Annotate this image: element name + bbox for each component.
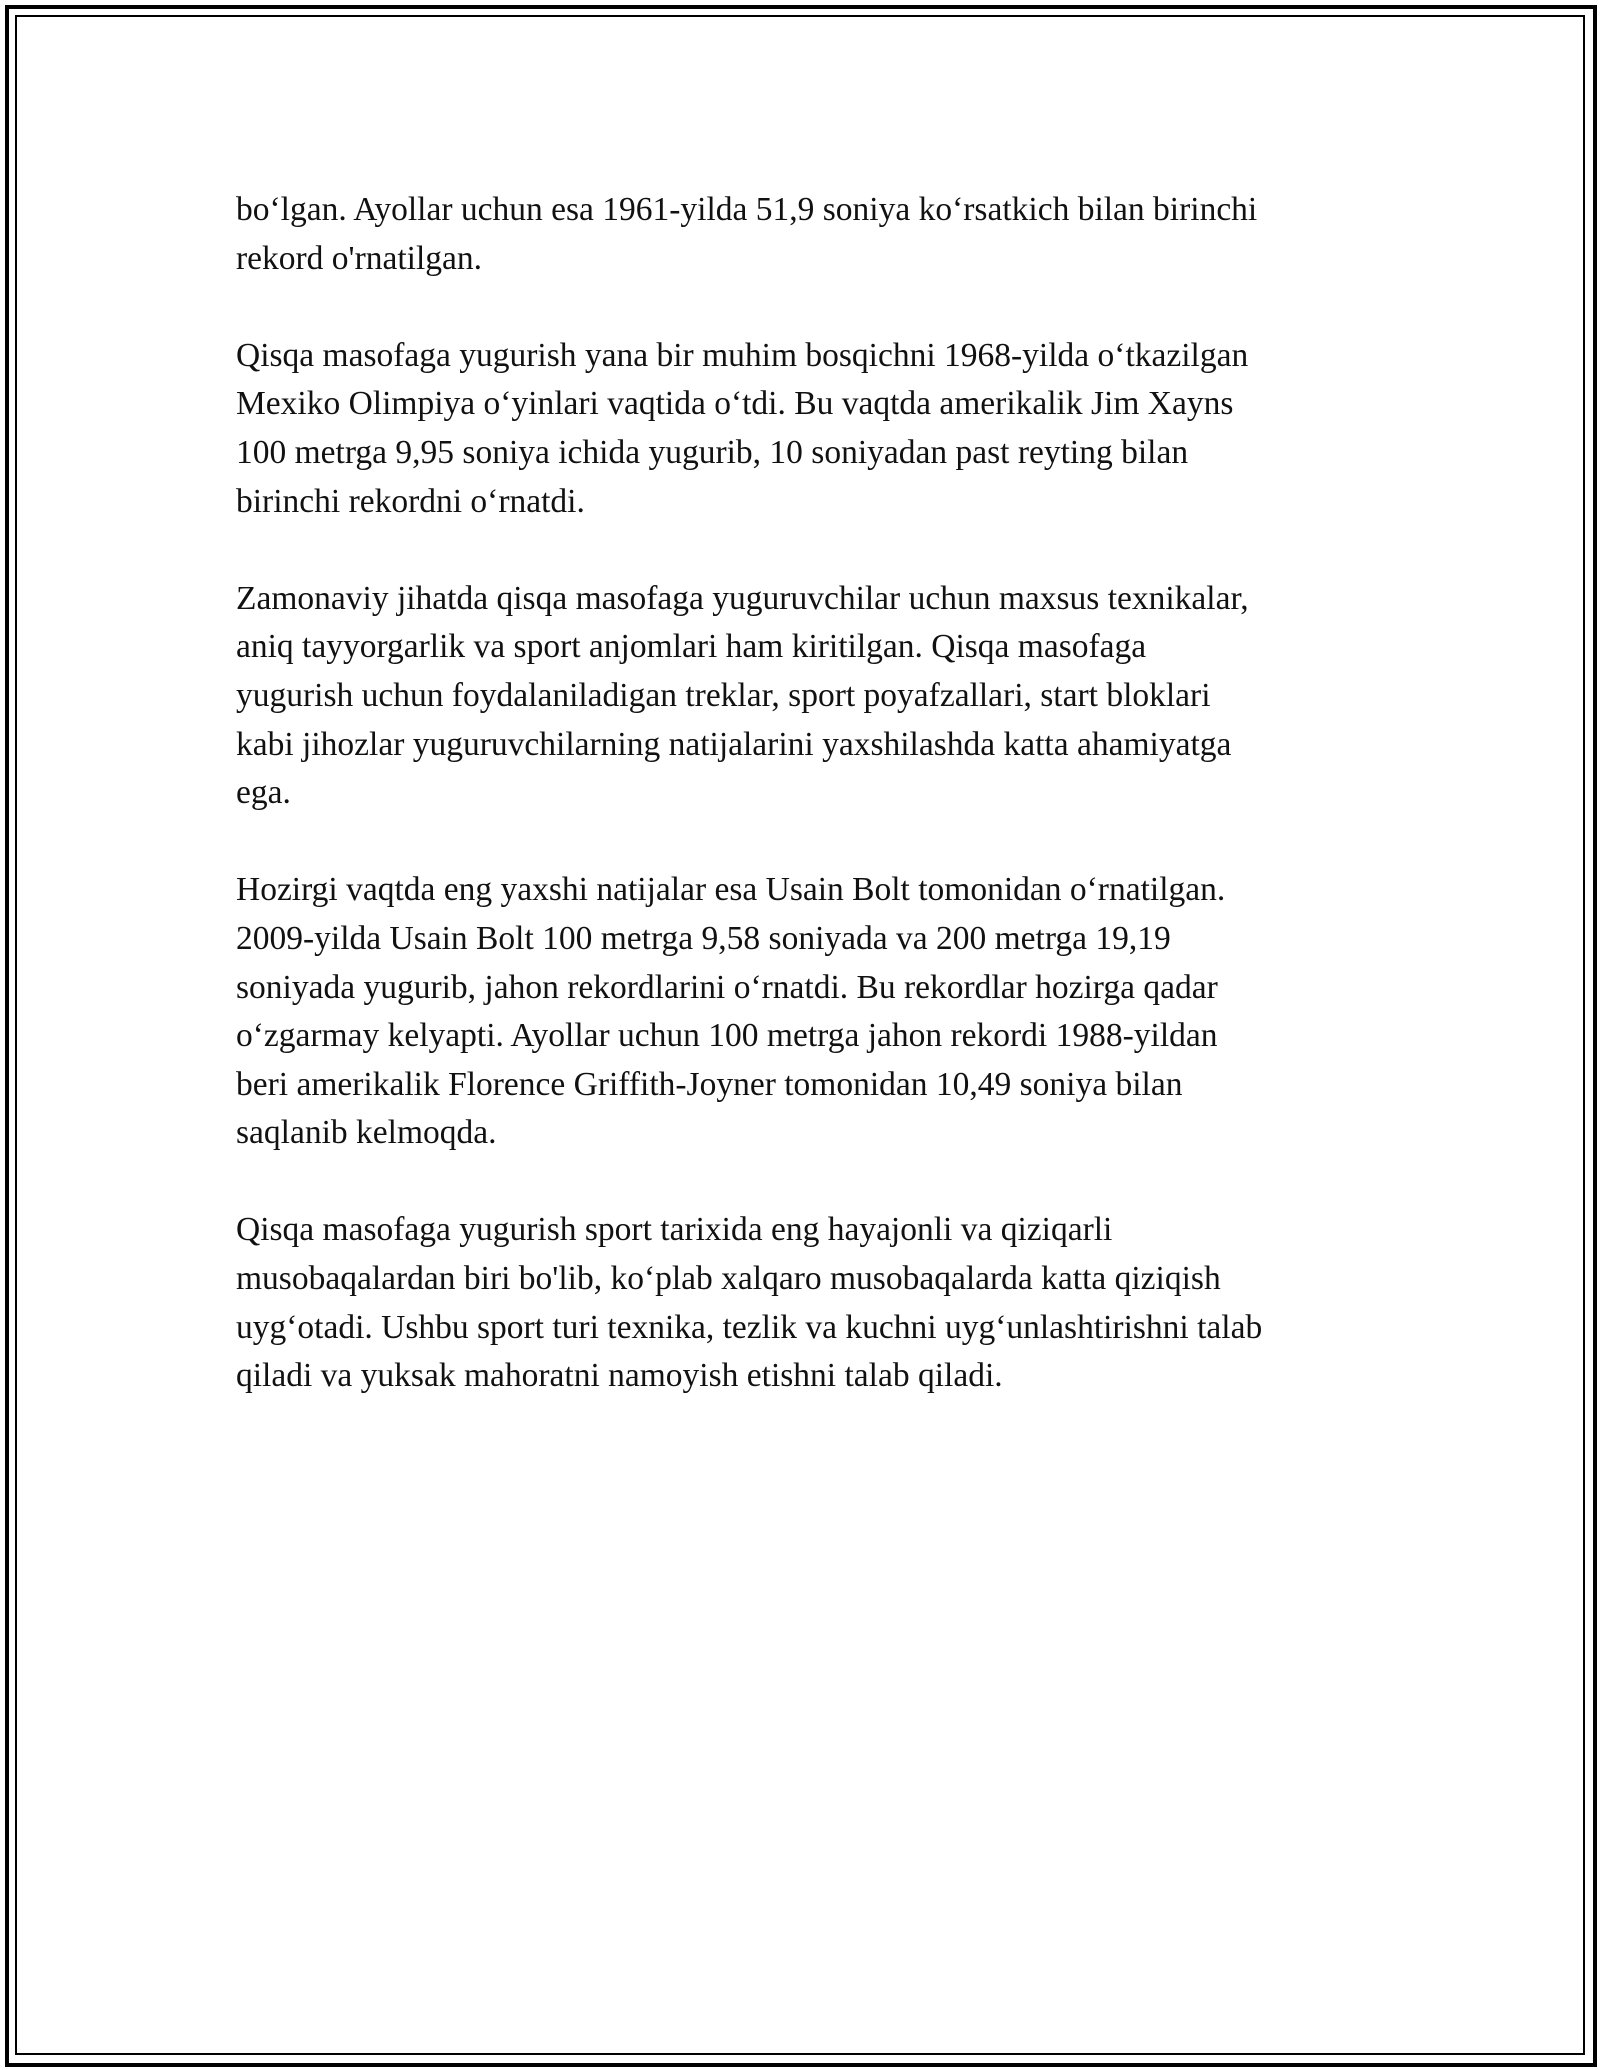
text-line: Zamonaviy jihatda qisqa masofaga yuguruvchilar uchun maxsus texnikalar, [236,579,1249,617]
text-line: aniq tayyorgarlik va sport anjomlari ham kiritilgan. Qisqa masofaga [236,628,1147,666]
text-line: ega. [236,774,291,812]
text-line: Qisqa masofaga yugurish yana bir muhim bosqichni 1968-yilda o‘tkazilgan [236,336,1249,374]
text-line: saqlanib kelmoqda. [236,1114,497,1152]
text-line: 100 metrga 9,95 soniya ichida yugurib, 10 soniyadan past reyting bilan [236,433,1189,471]
text-line: Hozirgi vaqtda eng yaxshi natijalar esa Usain Bolt tomonidan o‘rnatilgan. [236,871,1226,909]
paragraph [236,575,1366,818]
text-line: beri amerikalik Florence Griffith-Joyner tomonidan 10,49 soniya bilan [236,1065,1183,1103]
text-line: rekord o'rnatilgan. [236,239,483,277]
paragraph [236,866,1366,1158]
text-line: o‘zgarmay kelyapti. Ayollar uchun 100 metrga jahon rekordi 1988-yildan [236,1017,1218,1055]
paragraph [236,186,1366,283]
document-body [236,186,1366,1449]
paragraph [236,332,1366,526]
text-line: bo‘lgan. Ayollar uchun esa 1961-yilda 51,9 soniya ko‘rsatkich bilan birinchi [236,191,1258,228]
text-line: musobaqalardan biri bo'lib, ko‘plab xalqaro musobaqalarda katta qiziqish [236,1260,1221,1298]
paragraph [236,1206,1366,1400]
text-line: uyg‘otadi. Ushbu sport turi texnika, tezlik va kuchni uyg‘unlashtirishni talab [236,1308,1263,1346]
text-line: kabi jihozlar yuguruvchilarning natijalarini yaxshilashda katta ahamiyatga [236,725,1232,763]
text-line: Qisqa masofaga yugurish sport tarixida eng hayajonli va qiziqarli [236,1211,1113,1249]
text-line: yugurish uchun foydalaniladigan treklar, sport poyafzallari, start bloklari [236,676,1211,714]
text-line: soniyada yugurib, jahon rekordlarini o‘rnatdi. Bu rekordlar hozirga qadar [236,968,1218,1006]
text-line: 2009-yilda Usain Bolt 100 metrga 9,58 soniyada va 200 metrga 19,19 [236,919,1171,957]
text-line: qiladi va yuksak mahoratni namoyish etishni talab qiladi. [236,1357,1003,1395]
text-line: Mexiko Olimpiya o‘yinlari vaqtida o‘tdi. Bu vaqtda amerikalik Jim Xayns [236,385,1234,423]
text-line: birinchi rekordni o‘rnatdi. [236,482,585,520]
